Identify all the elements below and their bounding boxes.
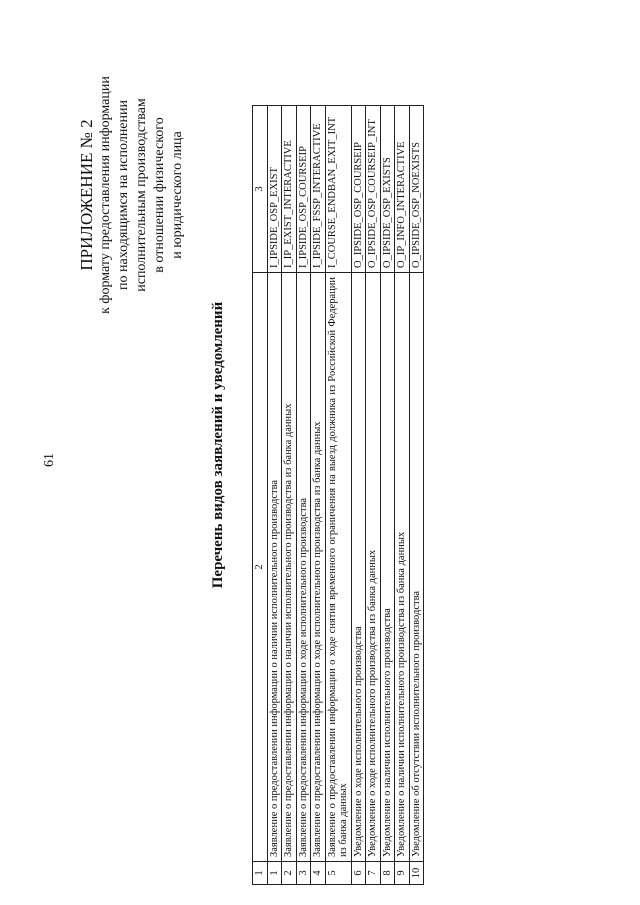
table-row xyxy=(351,106,366,885)
row-code: I_IPSIDE_OSP_EXIST xyxy=(267,106,282,273)
row-code: O_IPSIDE_OSP_COURSEIP xyxy=(351,106,366,273)
table-row xyxy=(282,106,297,885)
row-number: 6 xyxy=(351,862,366,885)
header-cell-number: 1 xyxy=(253,862,268,885)
row-description: Уведомление о ходе исполнительного производства из банка данных xyxy=(366,273,381,862)
table-row xyxy=(409,106,424,885)
header-cell-description: 2 xyxy=(253,273,268,862)
page-number: 61 xyxy=(42,453,57,467)
row-number: 5 xyxy=(325,862,351,885)
row-code: I_COURSE_ENDBAN_EXIT_INT xyxy=(325,106,351,273)
row-description: Заявление о предоставлении информации о ходе исполнительного производства xyxy=(296,273,311,862)
row-number: 10 xyxy=(409,862,424,885)
row-code: I_IPSIDE_FSSP_INTERACTIVE xyxy=(311,106,326,273)
row-description: Заявление о предоставлении информации о ходе снятия временного ограничения на выезд должника из Российской Федерации из банка данных xyxy=(325,273,351,862)
row-description: Уведомление о ходе исполнительного производства xyxy=(351,273,366,862)
row-code: O_IP_INFO_INTERACTIVE xyxy=(395,106,410,273)
row-number: 3 xyxy=(296,862,311,885)
table-row xyxy=(395,106,410,885)
row-description: Уведомление о наличии исполнительного производства xyxy=(380,273,395,862)
table-row xyxy=(380,106,395,885)
row-code: I_IPSIDE_OSP_COURSEIP xyxy=(296,106,311,273)
table-header-row xyxy=(253,106,268,885)
table-row xyxy=(325,106,351,885)
table-row xyxy=(366,106,381,885)
row-number: 8 xyxy=(380,862,395,885)
row-code: O_IPSIDE_OSP_COURSEIP_INT xyxy=(366,106,381,273)
statements-table xyxy=(252,105,424,885)
header-cell-code: 3 xyxy=(253,106,268,273)
annex-block xyxy=(78,45,187,345)
row-number: 4 xyxy=(311,862,326,885)
table-row xyxy=(296,106,311,885)
annex-title: ПРИЛОЖЕНИЕ № 2 xyxy=(77,119,96,271)
annex-line: и юридического лица xyxy=(170,131,185,259)
row-description: Заявление о предоставлении информации о ходе исполнительного производства из банка данных xyxy=(311,273,326,862)
row-code: O_IPSIDE_OSP_NOEXISTS xyxy=(409,106,424,273)
row-code: O_IPSIDE_OSP_EXISTS xyxy=(380,106,395,273)
annex-line: по находящимся на исполнении xyxy=(116,100,131,290)
table-row xyxy=(311,106,326,885)
row-number: 2 xyxy=(282,862,297,885)
row-description: Заявление о предоставлении информации о наличии исполнительного производства xyxy=(267,273,282,862)
row-code: I_IP_EXIST_INTERACTIVE xyxy=(282,106,297,273)
row-description: Уведомление об отсутствии исполнительного производства xyxy=(409,273,424,862)
annex-line: в отношении физического xyxy=(152,117,167,273)
row-number: 7 xyxy=(366,862,381,885)
annex-line: исполнительным производствам xyxy=(134,98,149,292)
annex-line: к формату предоставления информации xyxy=(98,76,113,314)
row-description: Уведомление о наличии исполнительного производства из банка данных xyxy=(395,273,410,862)
row-number: 9 xyxy=(395,862,410,885)
table-heading: Перечень видов заявлений и уведомлений xyxy=(210,301,226,589)
row-description: Заявление о предоставлении информации о наличии исполнительного производства из банка данных xyxy=(282,273,297,862)
table-row xyxy=(267,106,282,885)
row-number: 1 xyxy=(267,862,282,885)
